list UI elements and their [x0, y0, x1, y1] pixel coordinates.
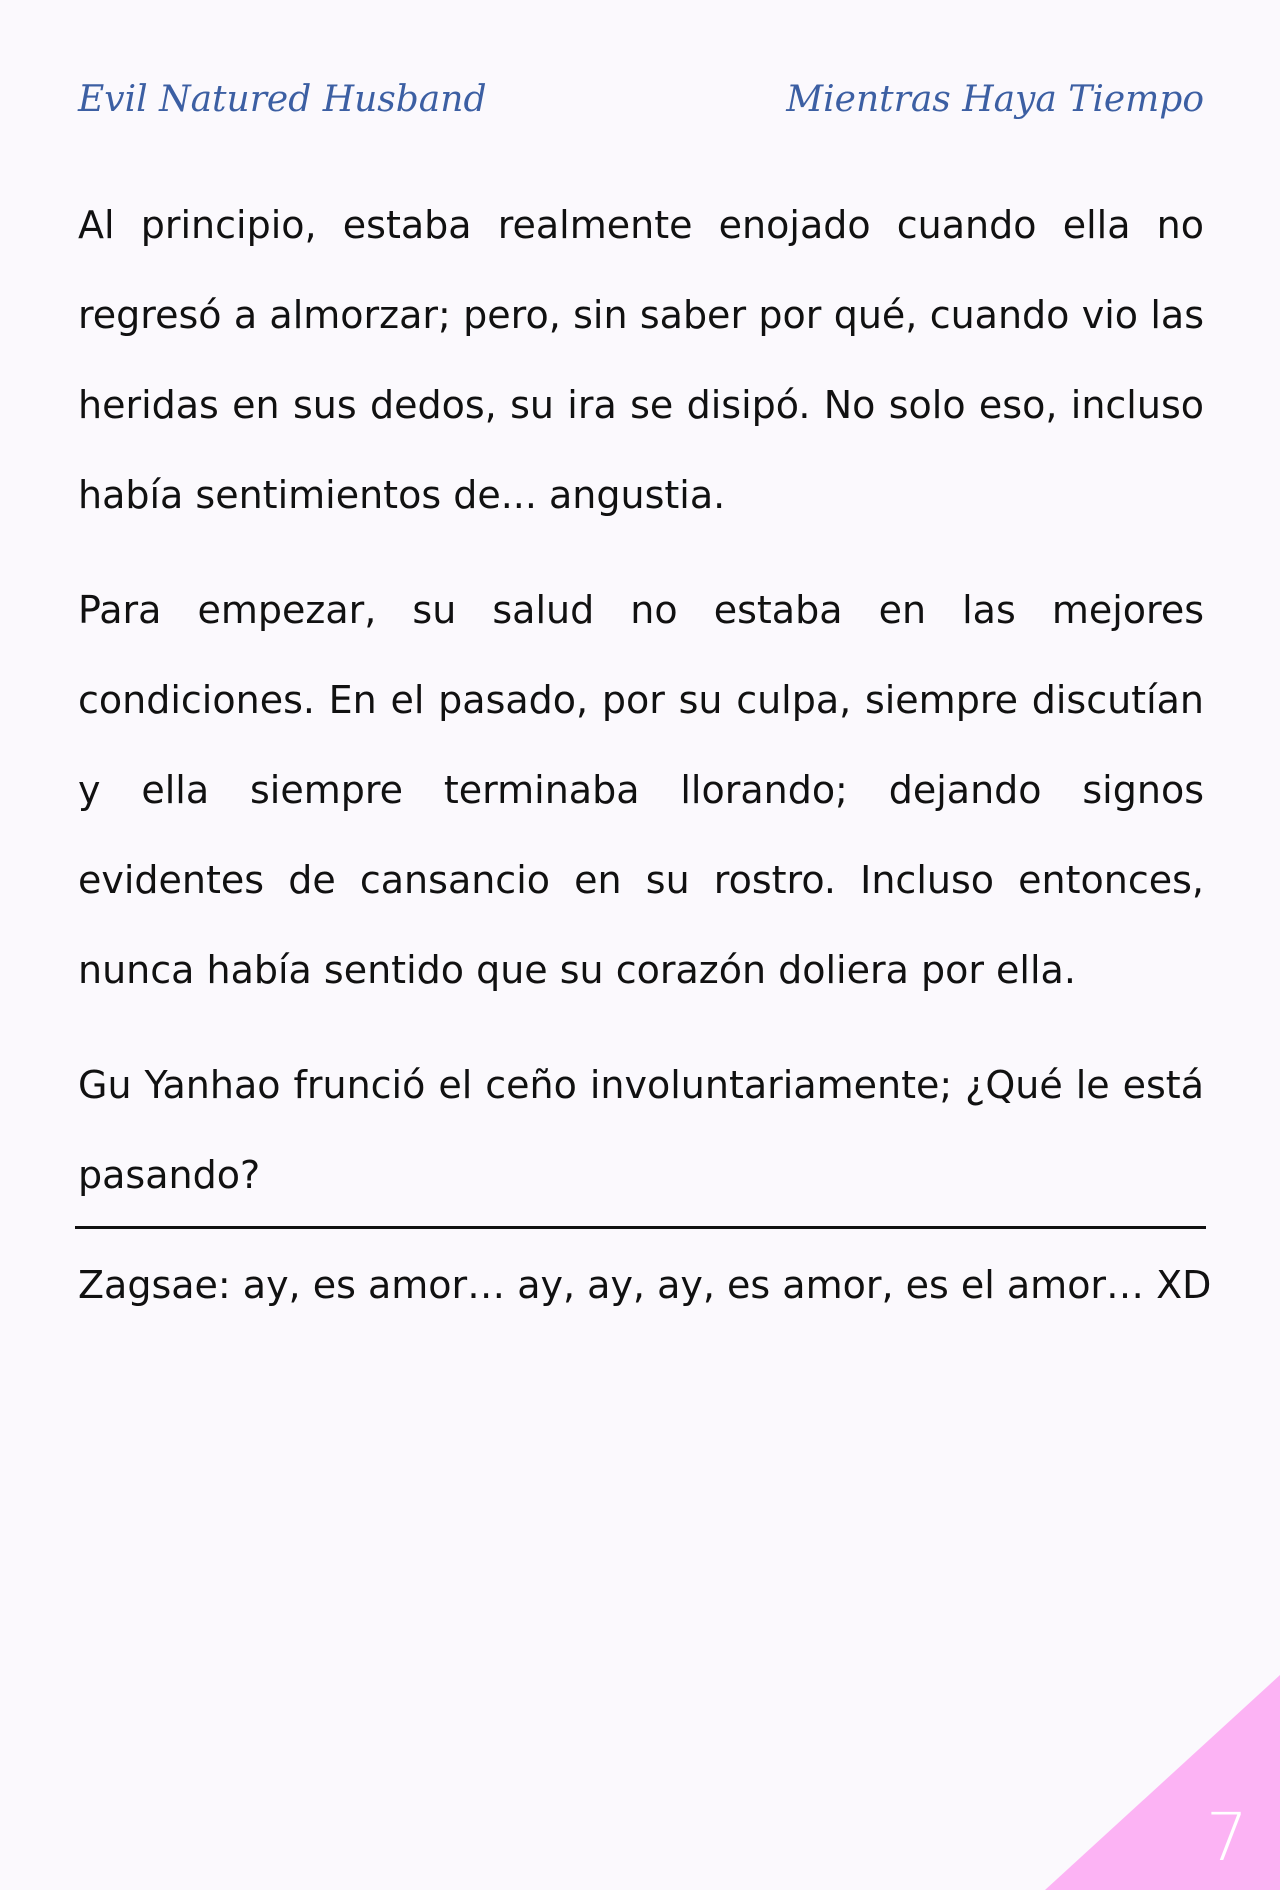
page-header	[78, 76, 1204, 126]
paragraph: Al principio, estaba realmente enojado cuando ella no regresó a almorzar; pero, sin saber por qué, cuando vio las heridas en sus dedos, su ira se disipó. No solo eso, incluso había sentimientos de... angustia.	[78, 203, 1204, 517]
chapter-title: Mientras Haya Tiempo	[786, 79, 1204, 120]
paragraph: Gu Yanhao frunció el ceño involuntariamente; ¿Qué le está pasando?	[78, 1063, 1204, 1197]
translator-note: Zagsae: ay, es amor… ay, ay, ay, es amor, es el amor… XD	[78, 1263, 1212, 1307]
page-number: 7	[1206, 1799, 1248, 1876]
divider-rule	[75, 1226, 1206, 1229]
page-body	[78, 180, 1204, 1245]
paragraph: Para empezar, su salud no estaba en las mejores condiciones. En el pasado, por su culpa, siempre discutían y ella siempre terminaba llorando; dejando signos evidentes de cansancio en su rostro. Incluso entonces, nunca había sentido que su corazón doliera por ella.	[78, 588, 1204, 992]
book-title: Evil Natured Husband	[78, 79, 487, 120]
